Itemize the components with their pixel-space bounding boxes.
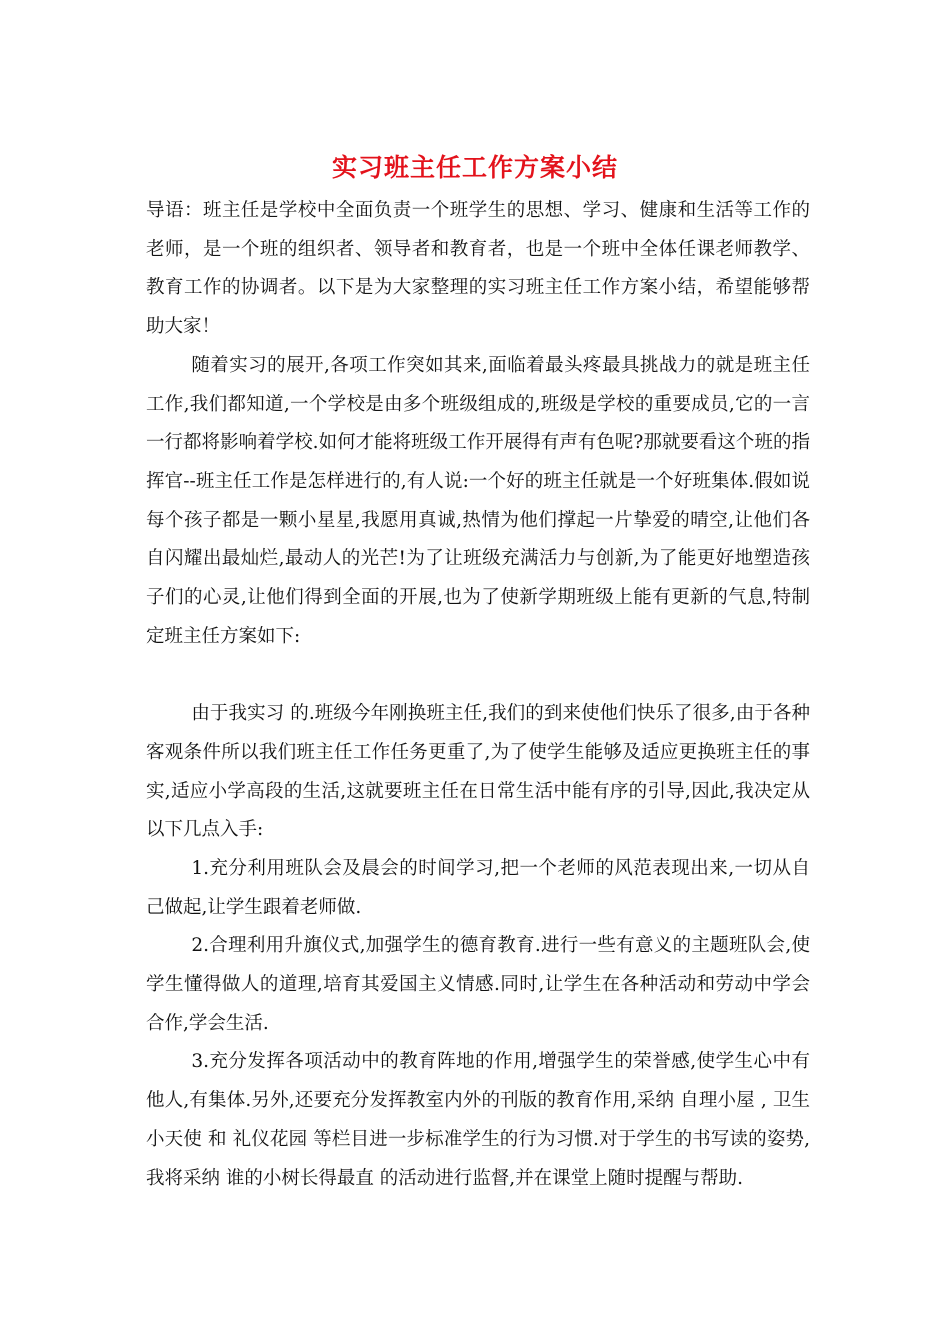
body-paragraph-2: 由于我实习 的.班级今年刚换班主任,我们的到来使他们快乐了很多,由于各种客观条件所以我们班主任工作任务更重了,为了使学生能够及适应更换班主任的事实,适应小学高段的生活,这就要班主任在日常生活中能有序的引导,因此,我决定从以下几点入手: [146, 703, 810, 841]
list-item-2: 2.合理利用升旗仪式,加强学生的德育教育.进行一些有意义的主题班队会,使学生懂得做人的道理,培育其爱国主义情感.同时,让学生在各种活动和劳动中学会合作,学会生活. [146, 935, 810, 1034]
document-body [146, 192, 810, 1198]
body-paragraph-1: 随着实习的展开,各项工作突如其来,面临着最头疼最具挑战力的就是班主任工作,我们都知道,一个学校是由多个班级组成的,班级是学校的重要成员,它的一言一行都将影响着学校.如何才能将班级工作开展得有声有色呢?那就要看这个班的指挥官--班主任工作是怎样进行的,有人说:一个好的班主任就是一个好班集体.假如说每个孩子都是一颗小星星,我愿用真诚,热情为他们撑起一片挚爱的晴空,让他们各自闪耀出最灿烂,最动人的光芒!为了让班级充满活力与创新,为了能更好地塑造孩子们的心灵,让他们得到全面的开展,也为了使新学期班级上能有更新的气息,特制定班主任方案如下: [146, 354, 810, 647]
paragraph-spacer [146, 656, 810, 695]
list-item-1: 1.充分利用班队会及晨会的时间学习,把一个老师的风范表现出来,一切从自己做起,让学生跟着老师做. [146, 857, 810, 918]
list-item-3: 3.充分发挥各项活动中的教育阵地的作用,增强学生的荣誉感,使学生心中有他人,有集体.另外,还要充分发挥教室内外的刊版的教育作用,采纳 自理小屋 , 卫生小天使 和 礼仪花园 等栏目进一步标准学生的行为习惯.对于学生的书写读的姿势,我将采纳 谁的小树长得最直 的活动进行监督,并在课堂上随时提醒与帮助. [146, 1051, 810, 1189]
document-title: 实习班主任工作方案小结 [331, 153, 618, 182]
intro-paragraph: 导语：班主任是学校中全面负责一个班学生的思想、学习、健康和生活等工作的老师，是一个班的组织者、领导者和教育者，也是一个班中全体任课老师教学、教育工作的协调者。以下是为大家整理的实习班主任工作方案小结，希望能够帮助大家！ [146, 200, 810, 338]
